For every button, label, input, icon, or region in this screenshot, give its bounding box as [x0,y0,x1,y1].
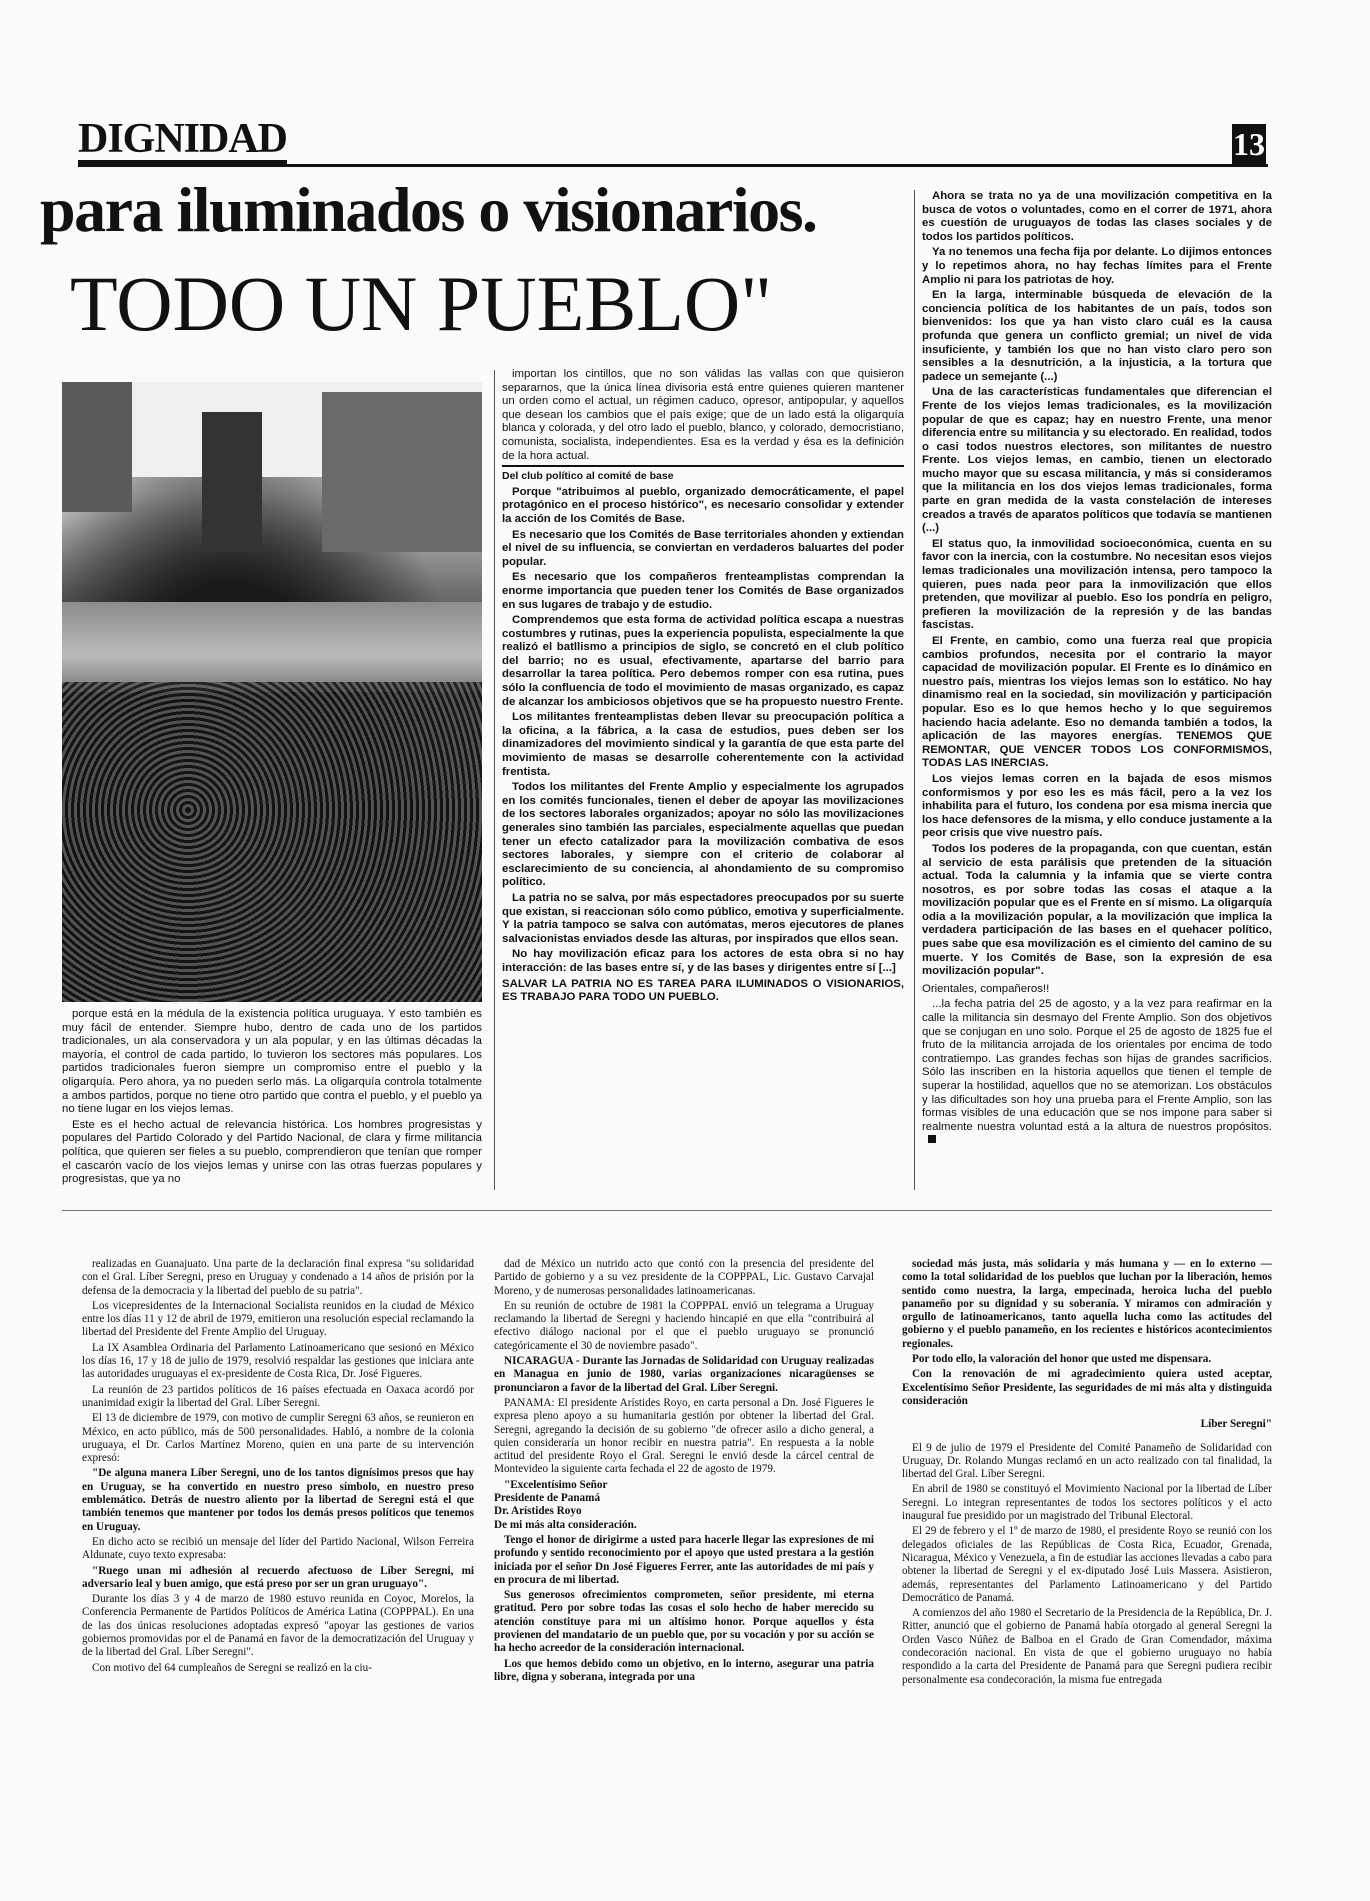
quote: "De alguna manera Líber Seregni, uno de los tantos dignísimos presos que hay en Uruguay, se ha convertido en nuestro preso símbolo, en nuestro preso emblemático. Detrás de nuestro aliento por la libertad de Seregni está el que también tenemos que mantener por todos los demás presos políticos que tenemos en Uruguay. [82,1467,474,1533]
paragraph: En abril de 1980 se constituyó el Movimiento Nacional por la libertad de Líber Seregni. Lo integran representantes de todos los sectores políticos y el acto inaugural fue presidido por un magistrado del Tribunal Electoral. [902,1483,1272,1523]
letter-paragraph: sociedad más justa, más solidaria y más humana y — en lo externo — como la total solidaridad de los pueblos que luchan por la liberación, hemos sentido como nuestra, la larga, empecinada, heroica lucha del pueblo panameño por su dignidad y su soberanía. Y miramos con admiración y orgullo de latinoamericanos, tanto aquella lucha como las actitudes del gobierno y el pueblo panameño, en los recientes e históricos acontecimientos regionales. [902,1258,1272,1350]
subheading: Del club político al comité de base [502,465,904,484]
photo-street [62,602,482,692]
paragraph: Comprendemos que esta forma de actividad política escapa a nuestras costumbres y rutinas, pues la experiencia populista, especialmente la que realizó el batllismo a principios de siglo, se concretó en el club político del barrio; no es usual, efectivamente, apartarse del barrio para desarrollar la tarea política. Pero debemos romper con esa rutina, pues sólo la confluencia de todo el movimiento de masas organizado, es capaz de alcanzar los ambiciosos objetivos que se ha propuesto nuestro Frente. [502,614,904,708]
page-number: 13 [1233,126,1265,162]
column-1-text [62,1008,482,1189]
letter-paragraph: Tengo el honor de dirigirme a usted para hacerle llegar las expresiones de mi profundo y sentido reconocimiento por el apoyo que usted prestara a la gestión iniciada por el señor Dn José Figueres Ferrer, ante las autoridades de mi país y en procura de mi libertad. [494,1533,874,1586]
paragraph: En dicho acto se recibió un mensaje del líder del Partido Nacional, Wilson Ferreira Aldunate, cuyo texto expresaba: [82,1535,474,1562]
paragraph: La reunión de 23 partidos políticos de 16 países efectuada en Oaxaca acordó por unanimidad exigir la libertad del Gral. Líber Seregni. [82,1383,474,1409]
paragraph: Todos los militantes del Frente Amplio y especialmente los agrupados en los comités funcionales, tienen el deber de apoyar las movilizaciones de los sectores laborales organizados; apoyar no sólo las movilizaciones generales sino también las parciales, especialmente aquellas que puedan tener un efecto catalizador para la movilización combativa de esos sectores laborales, y siempre con el criterio de colaborar al esclarecimiento de su conciencia, al ahondamiento de su compromiso político. [502,781,904,889]
section-divider [62,1210,1272,1211]
paragraph: No hay movilización eficaz para los actores de esta obra si no hay interacción: de las bases entre sí, y de las bases y dirigentes entre sí [...] [502,948,904,974]
paragraph: Los vicepresidentes de la Internacional Socialista reunidos en la ciudad de México entre los días 11 y 12 de abril de 1979, emitieron una resolución especial reclamando la libertad del Presidente del Frente Amplio del Uruguay. [82,1299,474,1339]
letter-paragraph: Sus generosos ofrecimientos comprometen, señor presidente, mi eterna gratitud. Pero por sobre todas las cosas el solo hecho de haber merecido su atención constituye para mi un altísimo honor. Porque aquellos y ésta provienen del mandatario de un pueblo que, por su vocación y por su acción se ha hecho acreedor de la consideración internacional. [494,1589,874,1655]
column-2-text [502,368,904,1007]
photo-building [62,382,132,512]
headline-line-2: TODO UN PUEBLO" [70,260,773,347]
column-divider [914,190,915,1190]
paragraph: A comienzos del año 1980 el Secretario de la Presidencia de la República, Dr. J. Ritter, anunció que el gobierno de Panamá había otorgado al general Seregni la Orden Vasco Núñez de Balboa en el Grado de Gran Comendador, máxima condecoración nacional. En vista de que el gobierno uruguayo no había respondido a la carta del Presidente de Panamá para que Seregni pudiera recibir personalmente esa condecoración, la misma fue entregada [902,1607,1272,1686]
paragraph: Este es el hecho actual de relevancia histórica. Los hombres progresistas y populares del Partido Colorado y del Partido Nacional, de clara y firme militancia política, que quieren ser fieles a su pueblo, comprendieron que tenían que romper el cascarón vacío de los viejos lemas y unirse con las otras fuerzas populares y progresistas, que ya no [62,1118,482,1186]
photo-building [202,412,262,552]
letter-salutation: "Excelentísimo Señor Presidente de Panamá Dr. Arístides Royo De mi más alta consideración. [494,1478,637,1531]
paragraph: NICARAGUA - Durante las Jornadas de Solidaridad con Uruguay realizadas en Managua en junio de 1980, varias organizaciones nicaragüenses se pronunciaron a favor de la libertad del Gral. Líber Seregni. [494,1355,874,1394]
section-masthead: DIGNIDAD [78,116,288,162]
paragraph: La patria no se salva, por más espectadores preocupados por su suerte que existan, si reaccionan sólo como público, emotiva y superficialmente. Y la patria tampoco se salva con autómatas, meros ejecutores de planes salvacionistas enviados desde las alturas, por inspirados que ellos sean. [502,891,904,945]
paragraph: Una de las características fundamentales que diferencian el Frente de los viejos lemas tradicionales, es la movilización popular de que es capaz; hay en nuestro Frente, una menor diferencia entre su militancia y su electorado. En realidad, todos o casi todos nuestros electores, son militantes de nuestro Frente. Los viejos lemas, en cambio, tienen un electorado mucho mayor que su escasa militancia, y más si consideramos que la militancia en los dos viejos lemas tradicionales, forma parte en gran medida de la vasta constelación de intereses creados a través de aparatos políticos que todavía se mantienen (...) [922,386,1272,535]
paragraph: Ya no tenemos una fecha fija por delante. Lo dijimos entonces y lo repetimos ahora, no hay fechas límites para el Frente Amplio ni para los patriotas de hoy. [922,246,1272,286]
crowd-street-photo [62,382,482,1002]
paragraph: importan los cintillos, que no son válidas las vallas con que quisieron separarnos, que la única línea divisoria está entre quienes quieren mantener un orden como el actual, un régimen caduco, opresor, antipopular, y aquellos que desean los cambios que el país exige; que de un lado está la oligarquía blanca y colorada, y del otro lado el pueblo, blanco, y colorado, democristiano, comunista, socialista, independientes. Esa es la verdad y ésa es la definición de la hora actual. [502,368,904,462]
paragraph: El 9 de julio de 1979 el Presidente del Comité Panameño de Solidaridad con Uruguay, Dr. Rolando Mungas reclamó en un acto realizado con tal finalidad, la libertad del Gral. Líber Seregni. [902,1441,1272,1481]
paragraph: Es necesario que los compañeros frenteamplistas comprendan la enorme importancia que pueden tener los Comités de Base organizados en sus lugares de trabajo y de estudio. [502,571,904,611]
paragraph: La IX Asamblea Ordinaria del Parlamento Latinoamericano que sesionó en México los días 16, 17 y 18 de julio de 1979, resolvió respaldar las gestiones que iniciara ante las autoridades uruguayas el ex-presidente de Costa Rica, Dr. José Figueres. [82,1341,474,1381]
paragraph: Ahora se trata no ya de una movilización competitiva en la busca de votos o voluntades, como en el correr de 1971, ahora es cuestión de uruguayos de todas las clases sociales y de todos los partidos políticos. [922,190,1272,243]
paragraph: El 29 de febrero y el 1º de marzo de 1980, el presidente Royo se reunió con los delegados oficiales de las Repúblicas de Costa Rica, Ecuador, Grenada, Nicaragua, México y Venezuela, a fin de estudiar las acciones llevadas a cabo para obtener la libertad de Seregni y el ex-diputado José Luis Massera. Asistieron, además, representantes del Parlamento Latinoamericano y del Partido Democrático de Panamá. [902,1525,1272,1604]
photo-building [322,392,482,552]
letter-paragraph: Con la renovación de mi agradecimiento quiera usted aceptar, Excelentísimo Señor Presidente, las seguridades de mi más alta y distinguida consideración [902,1368,1272,1407]
photo-crowd [62,682,482,1002]
lower-column-3-text [902,1258,1272,1689]
paragraph: realizadas en Guanajuato. Una parte de la declaración final expresa "su solidaridad con el Gral. Líber Seregni, preso en Uruguay y condenado a 14 años de prisión por la defensa de la democracia y la libertad del pueblo de su patria". [82,1258,474,1297]
salutation: Orientales, compañeros!! [922,982,1050,995]
paragraph-text: ...la fecha patria del 25 de agosto, y a la vez para reafirmar en la calle la militancia sin desmayo del Frente Amplio. Son dos objetivos que se conjugan en uno solo. Porque el 25 de agosto de 1825 fue el fruto de la militancia arrojada de los orientales por encima de todo contratiempo. Las grandes fechas son hijas de grandes sacrificios. Sólo las inscriben en la historia aquellos que tienen el temple de superar la hostilidad, aquellos que no se atemorizan. Los obstáculos y las dificultades son hoy una prueba para el Frente Amplio, son las formas visibles de una educación que se nos impone para saber si realmente nuestra voluntad está a la altura de nuestros propósitos. [922,998,1272,1133]
headline-line-1: para iluminados o visionarios. [40,174,817,245]
paragraph: El status quo, la inmovilidad socioeconómica, cuenta en su favor con la inercia, con la costumbre. No necesitan esos viejos lemas tradicionales una movilización intensa, pero tampoco la quieren, pues nada peor para la inmovilización que ellos pretenden, que movilizar al pueblo. Eso los pondría en peligro, prefieren la movilización de la represión y de las bandas fascistas. [922,537,1272,632]
paragraph: El Frente, en cambio, como una fuerza real que propicia cambios profundos, necesita por el contrario la mayor capacidad de movilización popular. El Frente es lo dinámico en nuestro país, mientras los viejos lemas son lo estático. No hay dinamismo real en la sociedad, sin movilización y participación popular. Eso es lo que hemos hecho y lo que seguiremos haciendo hacia adelante. Eso no demanda también a todos, la aplicación de las mayores energías. TENEMOS QUE REMONTAR, QUE VENCER TODOS LOS CONFORMISMOS, TODAS LAS INERCIAS. [922,635,1272,770]
paragraph: Porque "atribuimos al pueblo, organizado democráticamente, el papel protagónico en el proceso histórico", es necesario consolidar y extender la acción de los Comités de Base. [502,485,904,525]
end-mark-icon [928,1135,936,1143]
lower-column-1-text [82,1258,474,1677]
column-3-text [922,190,1272,1150]
paragraph: Todos los poderes de la propaganda, con que cuentan, están al servicio de esta parálisis que pretenden de la situación actual. Toda la calumnia y la infamia que se vierte contra nosotros, es por sobre todas las cosas el ataque a la movilización popular que es el Frente en sí mismo. La oligarquía odia a la movilización popular, a la movilización que implica la verdadera participación de las bases en el quehacer político, pues sabe que esa movilización es el cimiento del camino de su muerte. Y los Comités de Base, son la expresión de esa movilización popular". [922,842,1272,978]
paragraph: Es necesario que los Comités de Base territoriales ahonden y extiendan el nivel de su influencia, se conviertan en verdaderos baluartes del poder popular. [502,528,904,568]
paragraph: En su reunión de octubre de 1981 la COPPPAL envió un telegrama a Uruguay reclamando la libertad de Seregni y haciendo hincapié en que ella "contribuirá al efectivo diálogo nacional por el que el pueblo uruguayo se pronunció categóricamente el 30 de noviembre pasado". [494,1299,874,1352]
signature: Líber Seregni" [1200,1418,1272,1431]
paragraph: El 13 de diciembre de 1979, con motivo de cumplir Seregni 63 años, se reunieron en México, en acto público, más de 500 personalidades. Habló, a nombre de la colonia uruguaya, el Dr. Carlos Martínez Moreno, quien en una parte de su intervención expresó: [82,1412,474,1465]
paragraph: En la larga, interminable búsqueda de elevación de la conciencia política de los habitantes de un país, todos son bienvenidos: los que ya han visto claro cuál es la causa profunda que genera un conflicto gremial; un nivel de vida insuficiente, y también los que no han visto claro pero son sensibles a la desnutrición, a la injusticia, a la tortura que padece un semejante (...) [922,289,1272,383]
paragraph [922,998,1272,1148]
paragraph: Durante los días 3 y 4 de marzo de 1980 estuvo reunida en Coyoc, Morelos, la Conferencia Permanente de Partidos Políticos de América Latina (COPPPAL). En una de las dos únicas resoluciones adoptadas expresó "apoyar las gestiones de varios gobiernos promovidas por el de Panamá en favor de la democratización del Uruguay y de la libertad del Gral. Líber Seregni". [82,1593,474,1659]
paragraph: Los militantes frenteamplistas deben llevar su preocupación política a la oficina, a la fábrica, a la casa de estudios, pues deben ser los dinamizadores del movimiento sindical y la garantía de que esta parte del movimiento de masas se desarrolle coherentemente con la actividad frentista. [502,711,904,778]
paragraph: PANAMA: El presidente Arístides Royo, en carta personal a Dn. José Figueres le expresa pleno apoyo a su humanitaria gestión por obtener la libertad del Gral. Seregni, agregando la decisión de su gobierno "de ofrecer asilo a dicho general, a quien consideraría un honor recibir en nuestra patria". En respuesta a la noble actitud del presidente Royo el Gral. Seregni le envió desde la cárcel central de Montevideo la siguiente carta fechada el 22 de agosto de 1979. [494,1396,874,1476]
lower-column-2-text [494,1258,874,1686]
paragraph: Con motivo del 64 cumpleaños de Seregni se realizó en la ciu- [92,1661,372,1674]
quote: "Ruego unan mi adhesión al recuerdo afectuoso de Líber Seregni, mi adversario leal y buen amigo, que está preso por ser un gran uruguayo". [82,1564,474,1590]
paragraph: porque está en la médula de la existencia política uruguaya. Y esto también es muy fácil de entender. Siempre hubo, dentro de cada uno de los partidos tradicionales, un ala conservadora y un ala popular, y en las últimas décadas la mayoría, el control de cada partido, lo tuvieron los sectores más populares. Los partidos tradicionales fueron siempre un compromiso entre el pueblo y la oligarquía. Pero ahora, ya no pueden serlo más. La oligarquía controla totalmente a ambos partidos, porque no tiene otro partido que contra el pueblo, y el pueblo ya no tiene lugar en los viejos lemas. [62,1008,482,1116]
header-rule [78,164,1268,167]
letter-paragraph: Los que hemos debido como un objetivo, en lo interno, asegurar una patria libre, digna y soberana, integrada por una [494,1657,874,1683]
column-divider [494,370,495,1190]
paragraph: dad de México un nutrido acto que contó con la presencia del presidente del Partido de gobierno y a su vez presidente de la COPPPAL, Lic. Gustavo Carvajal Moreno, y de numerosas personalidades latinoamericanas. [494,1258,874,1297]
paragraph: Los viejos lemas corren en la bajada de esos mismos conformismos y por eso les es más fácil, pero a la vez los inhabilita para el futuro, los condena por esa misma inercia que los hace defensores de la misma, y ello conduce justamente a la peor crisis que vive nuestro país. [922,772,1272,840]
letter-paragraph: Por todo ello, la valoración del honor que usted me dispensara. [912,1353,1212,1366]
closing-slogan: SALVAR LA PATRIA NO ES TAREA PARA ILUMINADOS O VISIONARIOS, ES TRABAJO PARA TODO UN PUEBLO. [502,977,904,1004]
